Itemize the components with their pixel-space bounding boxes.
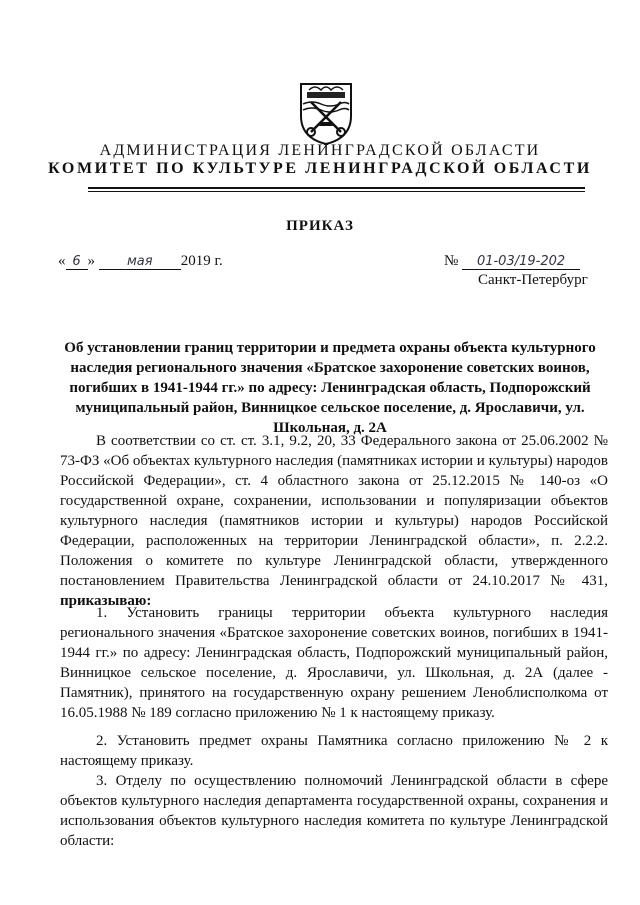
preamble-text: В соответствии со ст. ст. 3.1, 9.2, 20, 33 Федерального закона от 25.06.2002 № 73-ФЗ «Об объектах культурного наследия (памятниках истории и культуры) народов Российской Федерации», ст. 4 областного закона от 25.12.2015 № 140-оз «О государственной охране, сохранении, использовании и популяризации объектов культурного наследия (памятников истории и культуры) народов Российской Федерации, расположенных на территории Ленинградской области», п. 2.2.2. Положения о комитете по культуре Ленинградской области, утвержденного постановлением Правительства Ленинградской области от 24.10.2017 № 431, (60, 433, 608, 589)
item-2-text: 2. Установить предмет охраны Памятника согласно приложению № 2 к настоящему приказу. (60, 733, 608, 769)
number-value: 01-03/19-202 (462, 254, 580, 270)
org-line-administration: АДМИНИСТРАЦИЯ ЛЕНИНГРАДСКОЙ ОБЛАСТИ (99, 142, 541, 159)
date-open-quote: « (58, 253, 66, 269)
doc-type-title: ПРИКАЗ (286, 218, 354, 234)
date-month: мая (99, 254, 181, 270)
number-label: № (444, 253, 459, 269)
doc-date (58, 253, 223, 270)
date-year: 2019 г. (180, 253, 223, 269)
header-divider (88, 187, 585, 189)
date-day: 6 (66, 254, 88, 270)
org-line-committee: КОМИТЕТ ПО КУЛЬТУРЕ ЛЕНИНГРАДСКОЙ ОБЛАСТИ (48, 160, 592, 177)
item-2 (60, 731, 608, 771)
order-word: приказываю: (60, 593, 152, 609)
item-3 (60, 771, 608, 851)
coat-of-arms-icon (297, 82, 355, 146)
header-divider-thin (88, 191, 585, 192)
item-1 (60, 603, 608, 723)
item-1-text: 1. Установить границы территории объекта культурного наследия регионального значения «Братское захоронение советских воинов, погибших в 1941-1944 гг.» по адресу: Ленинградская область, Подпорожский муниципальный район, Винницкое сельское поселение, д. Ярославичи, ул. Школьная, д. 2А (далее - Памятник), принятого на государственную охрану решением Леноблисполкома от 16.05.1988 № 189 согласно приложению № 1 к настоящему приказу. (60, 605, 608, 721)
date-close-quote: » (87, 253, 95, 269)
doc-subject: Об установлении границ территории и предмета охраны объекта культурного наследия регионального значения «Братское захоронение советских воинов, погибших в 1941-1944 гг.» по адресу: Ленинградская область, Подпорожский муниципальный район, Винницкое сельское поселение, д. Ярославичи, ул. Школьная, д. 2А (64, 340, 596, 436)
doc-city: Санкт-Петербург (478, 272, 588, 288)
doc-number (444, 253, 580, 270)
item-3-text: 3. Отделу по осуществлению полномочий Ленинградской области в сфере объектов культурного наследия департамента государственной охраны, сохранения и использования объектов культурного наследия комитета по культуре Ленинградской области: (60, 773, 608, 849)
preamble-paragraph (60, 431, 608, 611)
